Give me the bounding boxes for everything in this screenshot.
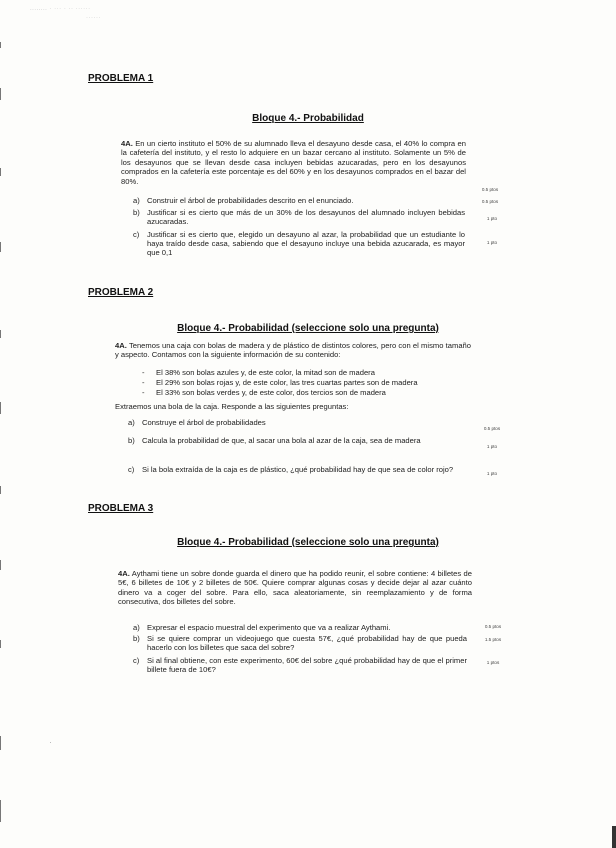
problem-3-statement-text: Aythami tiene un sobre donde guarda el dinero que ha podido reunir, el sobre contiene: 4 billetes de 5€, 6 billetes de 10€ y 2 billetes de 50€. Quiere comprar algunas cosas y decide dejar al azar cuánto dinero va a coger del sobre. Para ello, saca aleatoriamente, sin reemplazamiento y de forma consecutiva, dos billetes del sobre.: [118, 569, 472, 607]
question-label: c): [128, 465, 135, 474]
scan-mark: [0, 88, 1, 100]
bullet-text: El 33% son bolas verdes y, de este color, dos tercios son de madera: [156, 388, 386, 397]
problem-1-first-points: 0.5 ptos: [481, 187, 499, 192]
bullet-text: El 38% son bolas azules y, de este color, la mitad son de madera: [156, 368, 375, 377]
faint-header-line-1: ........ · ··· · ·· ······: [30, 6, 91, 12]
question-text: Si la bola extraída de la caja es de plástico, ¿qué probabilidad hay de que sea de color rojo?: [142, 465, 454, 474]
question-label: b): [133, 634, 140, 643]
problem-1-question-c-points: 1 pto: [486, 240, 498, 245]
question-text: Si se quiere comprar un videojuego que cuesta 57€, ¿qué probabilidad hay de que pueda hacerlo con los billetes que saca del sobre?: [147, 634, 467, 653]
problem-2-statement-text: Tenemos una caja con bolas de madera y de plástico de distintos colores, pero con el mismo tamaño y aspecto. Contamos con la siguiente información de su contenido:: [115, 341, 471, 360]
problem-1-statement-text: En un cierto instituto el 50% de su alumnado lleva el desayuno desde casa, el 40% lo compra en la cafetería del instituto, y el resto lo adquiere en un bazar cercano al instituto. Solamente un 5% de los desayunos que se llevan desde casa incluyen bebidas azucaradas, pero en los desayunos comprados en la cafetería este porcentaje es del 60% y en los desayunos comprados en el bazar del 80%.: [121, 139, 466, 186]
question-text: Construye el árbol de probabilidades: [142, 418, 266, 427]
problem-1-block-title: Bloque 4.- Probabilidad: [252, 113, 364, 124]
problem-3-question-a-points: 0.5 ptos: [484, 624, 502, 629]
problem-1-question-b-points: 1 pto: [486, 216, 498, 221]
problem-2-question-b-points: 1 pto: [486, 444, 498, 449]
problem-3-question-a: [133, 623, 467, 632]
problem-1-question-c: [133, 230, 465, 258]
question-text: Justificar si es cierto que más de un 30% de los desayunos del alumnado incluyen bebidas azucaradas.: [147, 208, 465, 227]
problem-3-block-title: Bloque 4.- Probabilidad (seleccione solo una pregunta): [177, 537, 439, 548]
problem-2-statement: [115, 341, 471, 360]
problem-3-heading: PROBLEMA 3: [88, 503, 154, 514]
problem-2-question-a-points: 0.5 ptos: [483, 426, 501, 431]
problem-1-question-a: [133, 196, 465, 205]
scan-mark: [0, 640, 1, 648]
problem-1-question-b: [133, 208, 465, 226]
scan-mark: [0, 42, 1, 48]
scan-mark: [0, 736, 1, 750]
problem-2-block-title: Bloque 4.- Probabilidad (seleccione solo una pregunta): [177, 323, 439, 334]
question-label: a): [128, 418, 135, 427]
question-text: Calcula la probabilidad de que, al sacar una bola al azar de la caja, sea de madera: [142, 436, 421, 445]
problem-3-question-b-points: 1.5 ptos: [484, 637, 502, 642]
problem-2-heading: PROBLEMA 2: [88, 287, 154, 298]
question-text: Expresar el espacio muestral del experimento que va a realizar Aythami.: [147, 623, 391, 632]
problem-1-code: 4A.: [121, 139, 133, 148]
question-text: Si al final obtiene, con este experimento, 60€ del sobre ¿qué probabilidad hay de que el primer billete fuera de 10€?: [147, 656, 467, 675]
problem-1-statement: [121, 139, 466, 186]
problem-1-question-a-points: 0.5 ptos: [481, 199, 499, 204]
scan-mark: [0, 330, 1, 338]
question-label: b): [128, 436, 135, 445]
question-text: Construir el árbol de probabilidades descrito en el enunciado.: [147, 196, 354, 205]
question-label: c): [133, 230, 140, 239]
scan-mark: [0, 168, 1, 176]
problem-3-question-c-points: 1 ptos: [486, 660, 500, 665]
problem-2-question-c-points: 1 pto: [486, 471, 498, 476]
question-label: b): [133, 208, 140, 217]
question-label: a): [133, 623, 140, 632]
problem-3-question-c: [133, 656, 467, 674]
problem-2-question-c: [128, 465, 468, 474]
scan-mark: [0, 560, 1, 570]
question-text: Justificar si es cierto que, elegido un desayuno al azar, la probabilidad que un estudiante lo haya traído desde casa, sabiendo que el desayuno incluye una bebida azucarada, es mayor que 0,1: [147, 230, 465, 258]
problem-2-code: 4A.: [115, 341, 127, 350]
problem-1-heading: PROBLEMA 1: [88, 73, 154, 84]
problem-2-bullet-3: - El 33% son bolas verdes y, de este color, dos tercios son de madera: [142, 388, 386, 397]
scan-mark: [0, 242, 1, 252]
problem-3-question-b: [133, 634, 467, 652]
problem-2-question-b: [128, 436, 468, 445]
scan-mark: [0, 402, 1, 414]
scan-mark: [0, 486, 1, 494]
problem-3-code: 4A.: [118, 569, 130, 578]
problem-2-intro: Extraemos una bola de la caja. Responde a las siguientes preguntas:: [115, 402, 349, 411]
problem-2-bullet-2: - El 29% son bolas rojas y, de este color, las tres cuartas partes son de madera: [142, 378, 418, 387]
problem-3-statement: [118, 569, 472, 607]
scan-edge-bar: [612, 826, 616, 848]
question-label: c): [133, 656, 140, 665]
problem-2-question-a: [128, 418, 468, 427]
question-label: a): [133, 196, 140, 205]
problem-2-bullet-1: - El 38% son bolas azules y, de este color, la mitad son de madera: [142, 368, 375, 377]
bullet-text: El 29% son bolas rojas y, de este color, las tres cuartas partes son de madera: [156, 378, 418, 387]
scan-mark: [0, 800, 1, 822]
scan-speck: [50, 742, 51, 743]
faint-header-line-2: ······: [86, 15, 101, 21]
